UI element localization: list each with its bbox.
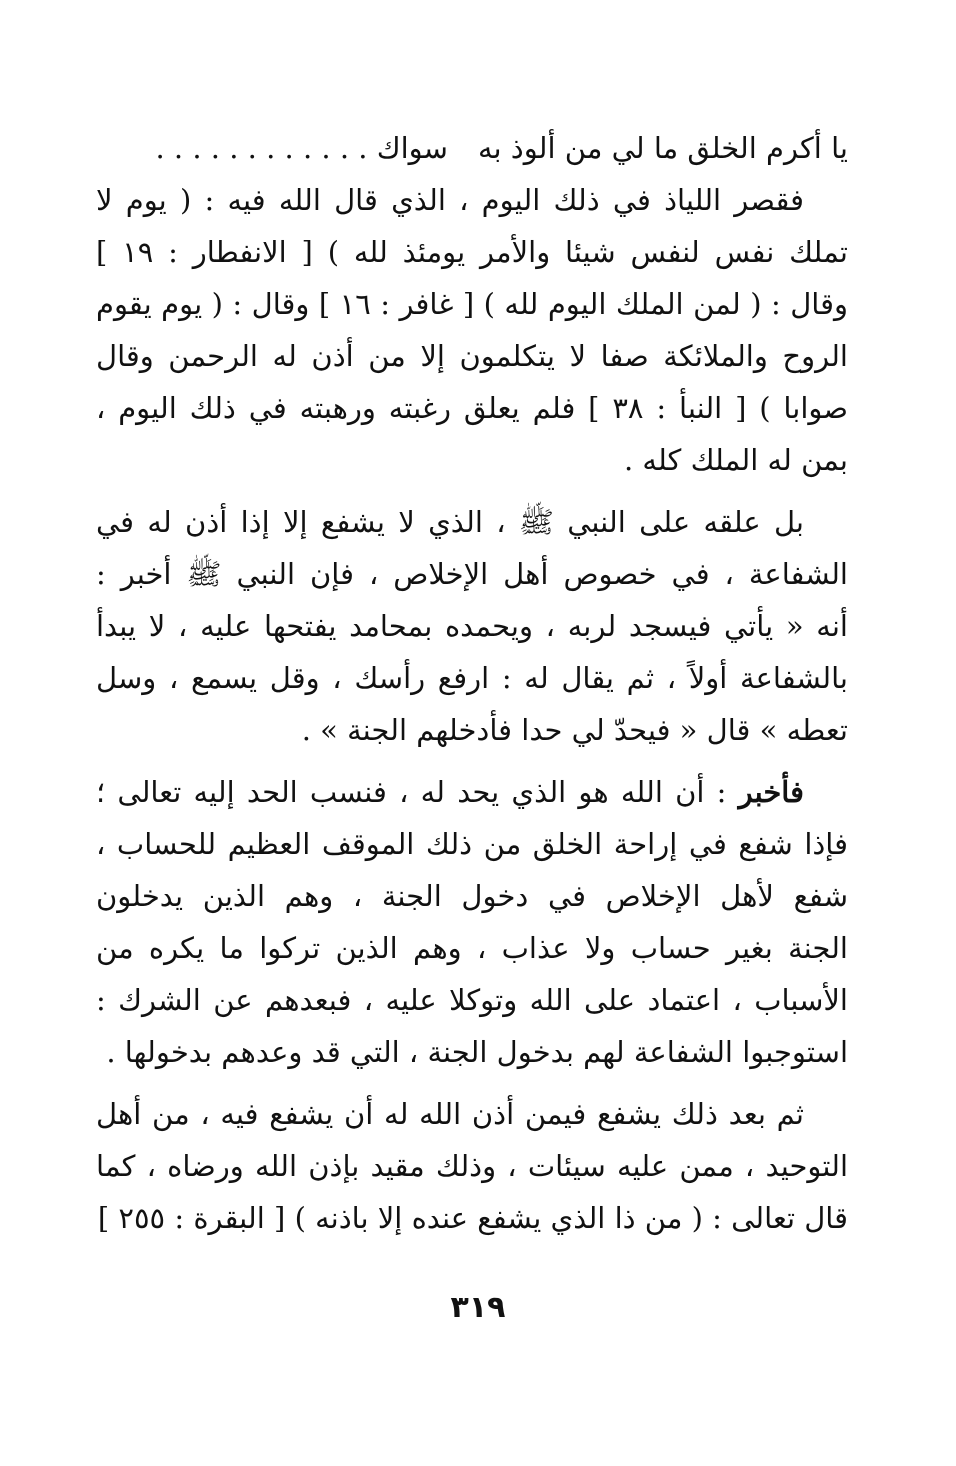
paragraph-line: استوجبوا الشفاعة لهم بدخول الجنة ، التي قد وعدهم بدخولها . — [106, 1035, 848, 1069]
verse-first-hemistich: يا أكرم الخلق ما لي من ألوذ به — [477, 131, 848, 165]
paragraph-line: الأسباب ، اعتماد على الله وتوكلا عليه ، فبعدهم عن الشرك : — [96, 983, 848, 1017]
paragraph-line: ثم بعد ذلك يشفع فيمن أذن الله له أن يشفع فيه ، من أهل — [96, 1097, 804, 1131]
paragraph-line-rest: : أن الله هو الذي يحد له ، فنسب الحد إليه تعالى ؛ — [96, 775, 739, 809]
paragraph-1 — [96, 174, 848, 486]
paragraph-line: وقال : ( لمن الملك اليوم لله ) [ غافر : ١٦ ] وقال : ( يوم يقوم — [96, 287, 848, 321]
paragraph-lead-word: فأخبر — [738, 775, 804, 809]
paragraph-line: الشفاعة ، في خصوص أهل الإخلاص ، فإن النبي ﷺ أخبر : — [96, 557, 848, 591]
paragraph-line: صوابا ) [ النبأ : ٣٨ ] فلم يعلق رغبته ورهبته في ذلك اليوم ، — [96, 391, 848, 425]
paragraph-line: قال تعالى : ( من ذا الذي يشفع عنده إلا باذنه ) [ البقرة : ٢٥٥ ] — [97, 1201, 848, 1235]
page-number: ٣١٩ — [450, 1290, 506, 1325]
paragraph-line: الجنة بغير حساب ولا عذاب ، وهم الذين تركوا ما يكره من — [96, 931, 848, 965]
verse-second-hemistich: سواك . . . . . . . . . . . . — [155, 131, 448, 165]
paragraph-line: تعطه » قال « فيحدّ لي حدا فأدخلهم الجنة » . — [301, 713, 848, 747]
paragraph-3 — [96, 766, 848, 1078]
paragraph-line: بمن له الملك كله . — [623, 443, 848, 477]
paragraph-line: بالشفاعة أولاً ، ثم يقال له : ارفع رأسك ، وقل يسمع ، وسل — [96, 661, 848, 695]
poetry-verse — [96, 122, 848, 174]
paragraph-line: فقصر اللياذ في ذلك اليوم ، الذي قال الله فيه : ( يوم لا — [96, 183, 804, 217]
paragraph-line: أنه « يأتي فيسجد لربه ، ويحمده بمحامد يفتحها عليه ، لا يبدأ — [96, 609, 848, 643]
paragraph-line: التوحيد ، ممن عليه سيئات ، وذلك مقيد بإذن الله ورضاه ، كما — [96, 1149, 848, 1183]
paragraph-line: فإذا شفع في إراحة الخلق من ذلك الموقف العظيم للحساب ، — [96, 827, 848, 861]
paragraph-line: بل علقه على النبي ﷺ ، الذي لا يشفع إلا إذا أذن له في — [96, 505, 804, 539]
paragraph-line — [96, 766, 848, 818]
paragraph-line: شفع لأهل الإخلاص في دخول الجنة ، وهم الذين يدخلون — [96, 879, 848, 913]
paragraph-line: تملك نفس لنفس شيئا والأمر يومئذ لله ) [ الانفطار : ١٩ ] — [96, 235, 848, 269]
paragraph-line: الروح والملائكة صفا لا يتكلمون إلا من أذن له الرحمن وقال — [96, 339, 848, 373]
paragraph-4 — [96, 1088, 848, 1244]
paragraph-2 — [96, 496, 848, 756]
page-body — [96, 122, 848, 1254]
